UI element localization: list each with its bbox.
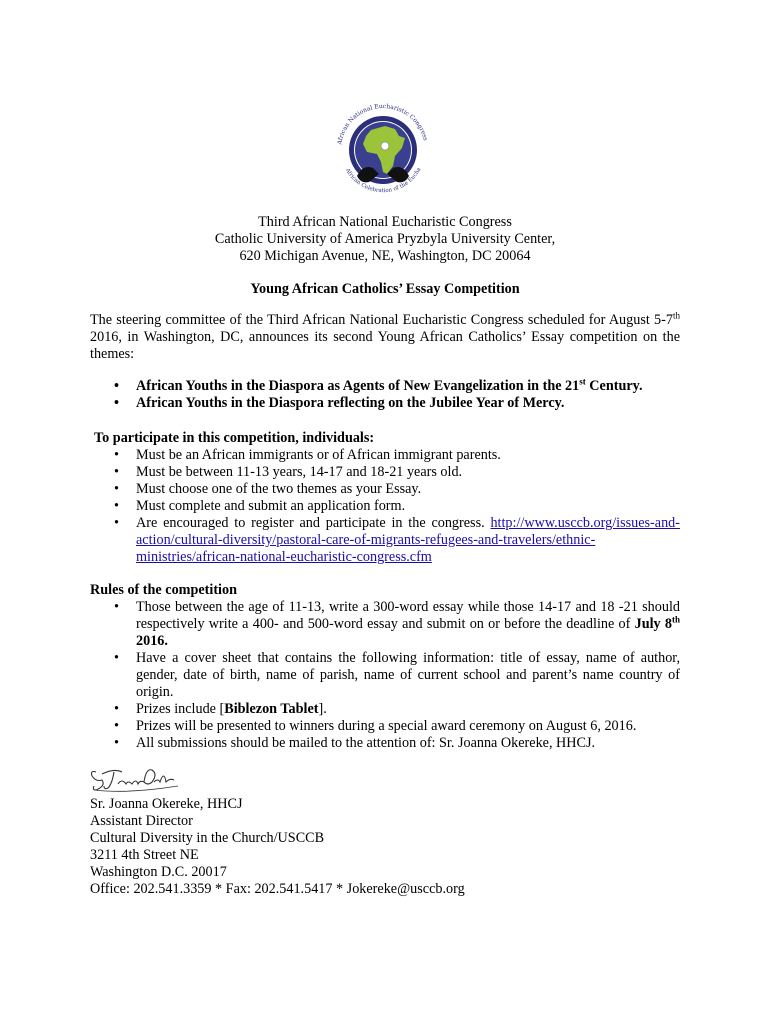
participate-heading: To participate in this competition, individuals: (94, 430, 375, 446)
signer-city: Washington D.C. 20017 (90, 864, 227, 880)
rule-item: • All submissions should be mailed to the attention of: Sr. Joanna Okereke, HHCJ. (90, 735, 680, 752)
logo-ring-text-bottom: African Celebration of the Eucha (344, 166, 423, 195)
congress-registration-link[interactable]: http://www.usccb.org/issues-and-action/cultural-diversity/pastoral-care-of-migrants-refugees-and-travelers/ethnic-ministries/african-national-eucharistic-congress.cfm (136, 515, 680, 565)
event-venue: Catholic University of America Pryzbyla University Center, (214, 231, 556, 247)
event-address: 620 Michigan Avenue, NE, Washington, DC 20064 (239, 248, 531, 264)
list-item (90, 515, 680, 566)
signer-street: 3211 4th Street NE (90, 847, 199, 863)
theme1-text-end: Century. (585, 378, 643, 394)
signer-name: Sr. Joanna Okereke, HHCJ (90, 796, 243, 812)
theme1-sup: st (579, 376, 586, 387)
rule3-text: Prizes include [ (136, 701, 225, 717)
competition-title: Young African Catholics’ Essay Competition (250, 281, 520, 297)
host-icon (381, 142, 389, 150)
register-text: Are encouraged to register and participate in the congress. (136, 515, 491, 531)
intro-text-2: 2016, in Washington, DC, announces its second Young African Catholics’ Essay competition on the themes: (90, 329, 680, 362)
rule-item (90, 701, 680, 718)
deadline-sup: th (671, 614, 680, 625)
rule-item (90, 599, 680, 650)
signer-department: Cultural Diversity in the Church/USCCB (90, 830, 325, 846)
theme-item (90, 378, 680, 395)
logo-ring-text-top: African National Eucharistic Congress (336, 102, 429, 146)
participate-list (90, 447, 680, 566)
rules-heading: Rules of the competition (90, 582, 237, 598)
theme-item: • African Youths in the Diaspora reflecting on the Jubilee Year of Mercy. (90, 395, 680, 412)
intro-sup: th (672, 310, 680, 321)
deadline-text: July 8 (634, 616, 672, 632)
list-item: • Must choose one of the two themes as your Essay. (90, 481, 680, 498)
deadline-year: 2016. (136, 633, 168, 649)
list-item: • Must be an African immigrants or of African immigrant parents. (90, 447, 680, 464)
list-item: • Must complete and submit an application form. (90, 498, 680, 515)
intro-text-1: The steering committee of the Third African National Eucharistic Congress scheduled for August 5-7 (90, 312, 673, 328)
list-item: • Must be between 11-13 years, 14-17 and 18-21 years old. (90, 464, 680, 481)
event-name: Third African National Eucharistic Congress (258, 214, 512, 230)
themes-list (90, 378, 680, 412)
signer-contact: Office: 202.541.3359 * Fax: 202.541.5417 * Jokereke@usccb.org (90, 881, 465, 897)
rule1-text: Those between the age of 11-13, write a 300-word essay while those 14-17 and 18 -21 should respectively write a 400- and 500-word essay and submit on or before the deadline of (136, 599, 680, 632)
rule-item: • Have a cover sheet that contains the following information: title of essay, name of author, gender, date of birth, name of parish, name of current school and parent’s name country of origin. (90, 650, 680, 701)
rules-list (90, 599, 680, 752)
rule-item: • Prizes will be presented to winners during a special award ceremony on August 6, 2016. (90, 718, 680, 735)
event-header (0, 214, 770, 265)
signature-block (90, 796, 465, 898)
handwritten-signature (88, 760, 180, 796)
prize-name: Biblezon Tablet (224, 701, 319, 717)
congress-logo (333, 96, 433, 200)
rule3-end: ]. (318, 701, 327, 717)
theme1-text: African Youths in the Diaspora as Agents of New Evangelization in the 21 (136, 378, 580, 394)
signer-title: Assistant Director (90, 813, 193, 829)
intro-paragraph (90, 312, 680, 363)
